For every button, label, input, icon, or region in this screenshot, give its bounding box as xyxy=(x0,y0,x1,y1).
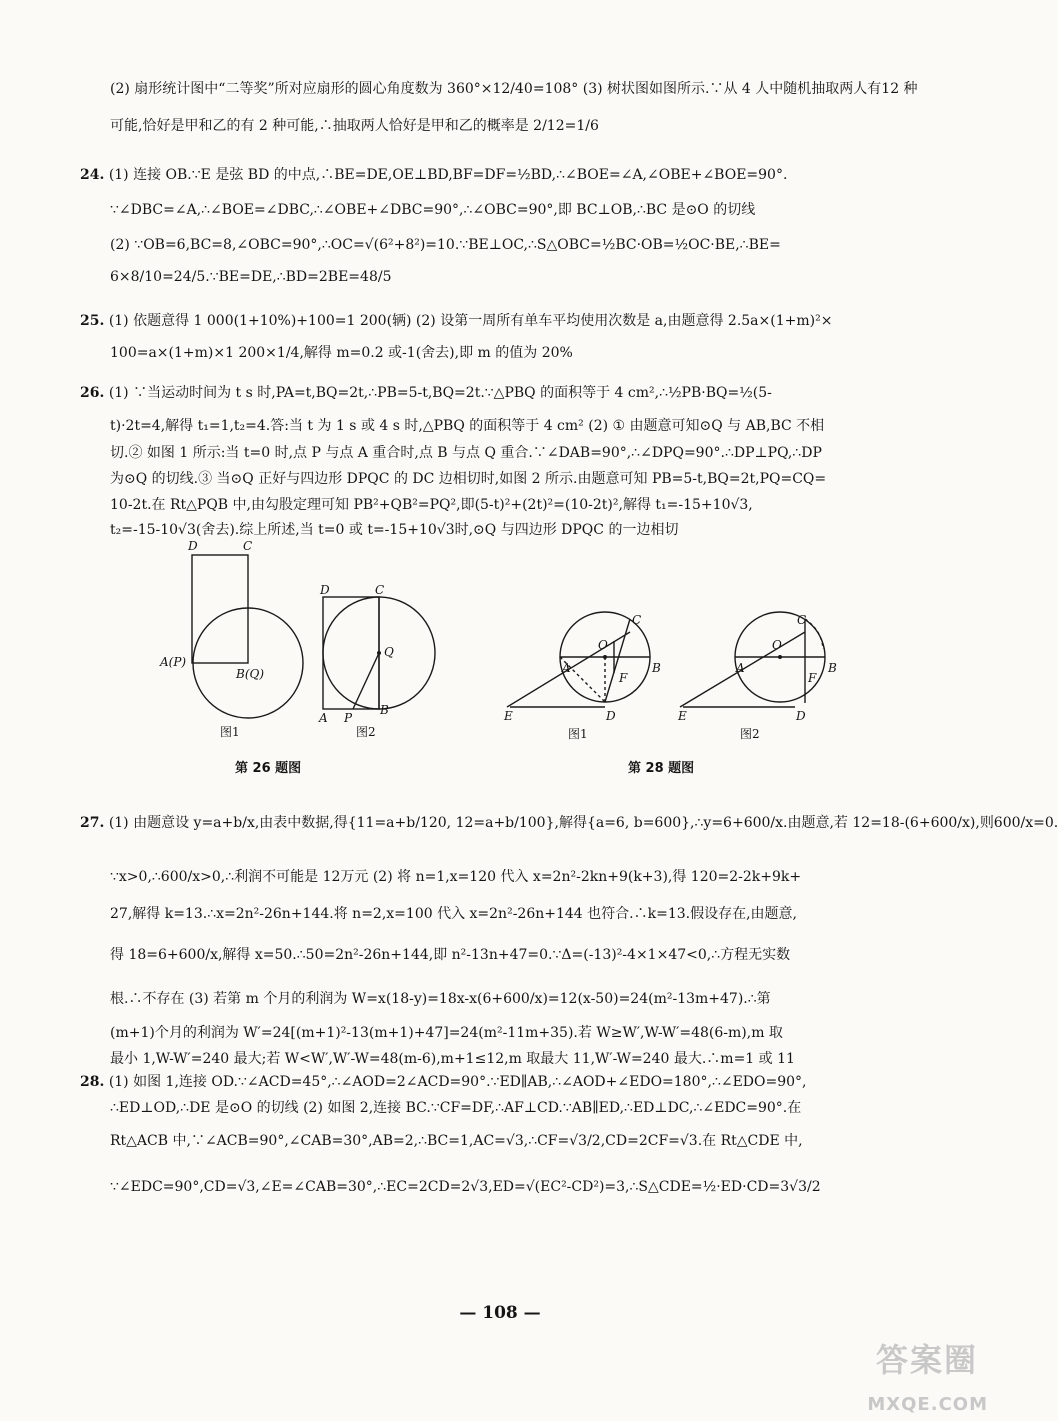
label-d: D xyxy=(188,539,198,553)
label-b: B xyxy=(652,661,661,675)
label-q: Q xyxy=(384,645,394,659)
text-line: 10-2t.在 Rt△PQB 中,由勾股定理可知 PB²+QB²=PQ²,即(5-t)²+(2t)²=(10-2t)²,解得 t₁=-15+10√3, xyxy=(110,497,753,513)
label-f: F xyxy=(619,671,628,685)
label-c: C xyxy=(797,613,807,627)
problem-24-line xyxy=(80,164,920,186)
text-line: 得 18=6+600/x,解得 x=50.∴50=2n²-26n+144,即 n²-13n+47=0.∵Δ=(-13)²-4×1×47<0,∴方程无实数 xyxy=(110,947,791,963)
page-number: — 108 — xyxy=(459,1303,541,1323)
text-line: (1) 如图 1,连接 OD.∵∠ACD=45°,∴∠AOD=2∠ACD=90°.∵ED∥AB,∴∠AOD+∠EDO=180°,∴∠EDO=90°, xyxy=(108,1074,807,1090)
label-e: E xyxy=(504,709,513,723)
label-o: O xyxy=(598,638,608,652)
text-line: (m+1)个月的利润为 W′=24[(m+1)²-13(m+1)+47]=24(m²-11m+35).若 W≥W′,W-W′=48(6-m),m 取 xyxy=(110,1025,783,1041)
problem-27-line xyxy=(80,812,1058,834)
watermark-site: MXQE.COM xyxy=(867,1394,988,1415)
problem-number: 27. xyxy=(80,815,105,831)
text-line: (1) ∵当运动时间为 t s 时,PA=t,BQ=2t,∴PB=5-t,BQ=2t.∵△PBQ 的面积等于 4 cm²,∴½PB·BQ=½(5- xyxy=(108,385,772,401)
text-line: t)·2t=4,解得 t₁=1,t₂=4.答:当 t 为 1 s 或 4 s 时,△PBQ 的面积等于 4 cm² (2) ① 由题意可知⊙Q 与 AB,BC 不相 xyxy=(110,418,825,434)
text-line: 最小 1,W-W′=240 最大;若 W<W′,W′-W=48(m-6),m+1≤12,m 取最大 11,W′-W=240 最大.∴m=1 或 11 xyxy=(110,1051,795,1067)
label-d: D xyxy=(606,709,616,723)
text-line: Rt△ACB 中,∵∠ACB=90°,∠CAB=30°,AB=2,∴BC=1,AC=√3,∴CF=√3/2,CD=2CF=√3.在 Rt△CDE 中, xyxy=(110,1133,803,1149)
problem-number: 25. xyxy=(80,313,105,329)
text-line: t₂=-15-10√3(舍去).综上所述,当 t=0 或 t=-15+10√3时,⊙Q 与四边形 DPQC 的一边相切 xyxy=(110,522,679,538)
text-line: 6×8/10=24/5.∵BE=DE,∴BD=2BE=48/5 xyxy=(110,269,392,285)
geometry-figures xyxy=(140,535,900,785)
figures-area xyxy=(140,535,900,785)
figure-title-26: 第 26 题图 xyxy=(235,761,302,776)
fig26-2-rectangle xyxy=(323,597,379,709)
text-line: ∴ED⊥OD,∴DE 是⊙O 的切线 (2) 如图 2,连接 BC.∵CF=DF,∴AF⊥CD.∵AB∥ED,∴ED⊥DC,∴∠EDC=90°.在 xyxy=(110,1100,802,1116)
label-c: C xyxy=(375,583,385,597)
text-line: 切.② 如图 1 所示:当 t=0 时,点 P 与点 A 重合时,点 B 与点 Q 重合.∵∠DAB=90°,∴∠DPQ=90°.∴DP⊥PQ,∴DP xyxy=(110,445,822,461)
fig26-1-caption: 图1 xyxy=(220,725,240,739)
label-e: E xyxy=(678,709,687,723)
text-line: 100=a×(1+m)×1 200×1/4,解得 m=0.2 或-1(舍去),即 m 的值为 20% xyxy=(110,345,573,361)
text-line: (2) ∵OB=6,BC=8,∠OBC=90°,∴OC=√(6²+8²)=10.∵BE⊥OC,∴S△OBC=½BC·OB=½OC·BE,∴BE= xyxy=(110,237,781,253)
label-a: A xyxy=(736,661,745,675)
label-c: C xyxy=(632,613,642,627)
text-line: ∵∠EDC=90°,CD=√3,∠E=∠CAB=30°,∴EC=2CD=2√3,ED=√(EC²-CD²)=3,∴S△CDE=½·ED·CD=3√3/2 xyxy=(110,1179,821,1195)
text-line: (1) 连接 OB.∵E 是弦 BD 的中点,∴BE=DE,OE⊥BD,BF=DF=½BD,∴∠BOE=∠A,∠OBE+∠BOE=90°. xyxy=(108,167,788,183)
text-line: 27,解得 k=13.∴x=2n²-26n+144.将 n=2,x=100 代入 x=2n²-26n+144 也符合.∴k=13.假设存在,由题意, xyxy=(110,906,797,922)
fig28-2-caption: 图2 xyxy=(740,727,760,741)
text-line: (1) 依题意得 1 000(1+10%)+100=1 200(辆) (2) 设第一周所有单车平均使用次数是 a,由题意得 2.5a×(1+m)²× xyxy=(108,313,833,329)
fig28-1-caption: 图1 xyxy=(568,727,588,741)
label-c: C xyxy=(243,539,253,553)
watermark-logo xyxy=(828,1335,988,1415)
fig26-2-caption: 图2 xyxy=(356,725,376,739)
text-line: ∵∠DBC=∠A,∴∠BOE=∠DBC,∴∠OBE+∠DBC=90°,∴∠OBC=90°,即 BC⊥OB,∴BC 是⊙O 的切线 xyxy=(110,202,756,218)
problem-28-line xyxy=(80,1071,920,1093)
watermark-seal: 答案圈 xyxy=(875,1341,978,1379)
problem-number: 24. xyxy=(80,167,105,183)
text-line: 根.∴不存在 (3) 若第 m 个月的利润为 W=x(18-y)=18x-x(6+600/x)=12(x-50)=24(m²-13m+47).∴第 xyxy=(110,991,771,1007)
label-f: F xyxy=(808,671,817,685)
label-d: D xyxy=(320,583,330,597)
text-line: (2) 扇形统计图中“二等奖”所对应扇形的圆心角度数为 360°×12/40=108° (3) 树状图如图所示.∵从 4 人中随机抽取两人有12 种 xyxy=(110,81,918,97)
label-p: P xyxy=(344,711,353,725)
label-a-p: A(P) xyxy=(160,655,187,669)
text-line: ∵x>0,∴600/x>0,∴利润不可能是 12万元 (2) 将 n=1,x=120 代入 x=2n²-2kn+9(k+3),得 120=2-2k+9k+ xyxy=(110,869,802,885)
label-b: B xyxy=(380,703,389,717)
problem-25-line xyxy=(80,310,920,332)
label-o: O xyxy=(772,638,782,652)
label-a: A xyxy=(562,661,571,675)
label-d: D xyxy=(796,709,806,723)
label-a: A xyxy=(319,711,328,725)
problem-26-line xyxy=(80,382,920,404)
text-line: (1) 由题意设 y=a+b/x,由表中数据,得{11=a+b/120, 12=a+b/100},解得{a=6, b=600},∴y=6+600/x.由题意,若 12=18-(6+600/x),则600/x=0. xyxy=(108,815,1058,831)
figure-title-28: 第 28 题图 xyxy=(628,761,695,776)
problem-number: 26. xyxy=(80,385,105,401)
text-line: 可能,恰好是甲和乙的有 2 种可能,∴抽取两人恰好是甲和乙的概率是 2/12=1/6 xyxy=(110,118,599,134)
label-b-q: B(Q) xyxy=(236,667,265,681)
label-b: B xyxy=(828,661,837,675)
problem-number: 28. xyxy=(80,1074,105,1090)
text-line: 为⊙Q 的切线.③ 当⊙Q 正好与四边形 DPQC 的 DC 边相切时,如图 2 所示.由题意可知 PB=5-t,BQ=2t,PQ=CQ= xyxy=(110,471,827,487)
